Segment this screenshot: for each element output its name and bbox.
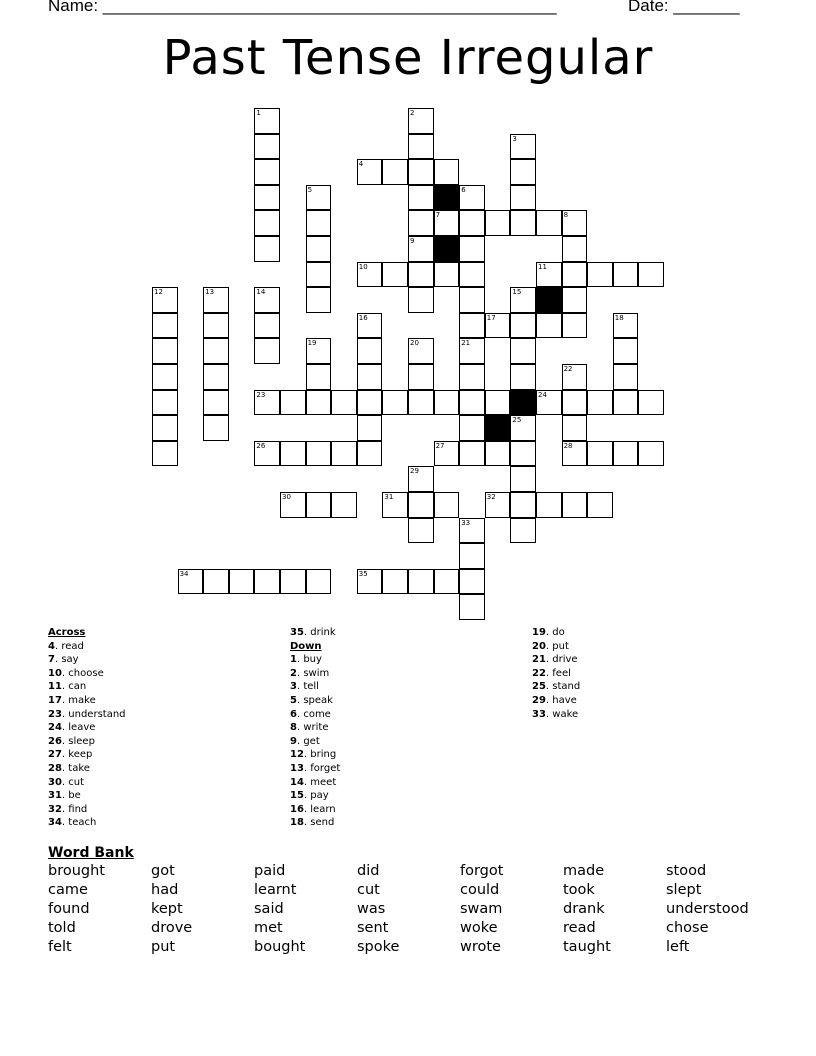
grid-cell[interactable] bbox=[382, 262, 408, 288]
grid-cell[interactable] bbox=[638, 390, 664, 416]
clue-number-label: 33 bbox=[532, 708, 546, 720]
clue-item: 33. wake bbox=[532, 708, 579, 720]
grid-cell[interactable] bbox=[408, 364, 434, 390]
grid-cell[interactable] bbox=[434, 390, 460, 416]
grid-cell[interactable] bbox=[510, 185, 536, 211]
clue-item: 32. find bbox=[48, 803, 88, 815]
clue-number-label: 11 bbox=[48, 681, 62, 693]
date-field: Date: _______ bbox=[628, 0, 740, 15]
grid-cell[interactable] bbox=[306, 390, 332, 416]
grid-cell[interactable] bbox=[280, 390, 306, 416]
clue-text: take bbox=[68, 762, 90, 774]
clue-item: 20. put bbox=[532, 640, 569, 652]
word-bank-item: left bbox=[666, 939, 690, 955]
clue-text: speak bbox=[303, 694, 333, 706]
grid-cell[interactable] bbox=[357, 441, 383, 467]
clue-heading: Down bbox=[290, 640, 322, 652]
grid-cell[interactable] bbox=[357, 415, 383, 441]
clue-number-label: 3 bbox=[290, 681, 297, 693]
grid-cell[interactable] bbox=[254, 185, 280, 211]
clue-item: 22. feel bbox=[532, 667, 571, 679]
grid-cell[interactable] bbox=[562, 236, 588, 262]
word-bank-title: Word Bank bbox=[48, 845, 134, 861]
clues-column-1 bbox=[48, 626, 126, 830]
word-bank-item: forgot bbox=[460, 863, 504, 879]
word-bank-item: learnt bbox=[254, 882, 297, 898]
clue-number: 32 bbox=[486, 493, 496, 501]
clue-item: 10. choose bbox=[48, 667, 104, 679]
clue-item: 19. do bbox=[532, 627, 565, 638]
clue-number-label: 13 bbox=[290, 762, 304, 774]
black-square bbox=[485, 415, 511, 441]
word-bank-item: slept bbox=[666, 882, 702, 898]
clue-text: be bbox=[68, 790, 81, 802]
clue-number: 14 bbox=[256, 288, 266, 297]
grid-cell[interactable] bbox=[280, 441, 306, 467]
grid-cell[interactable] bbox=[562, 415, 588, 441]
clue-text: keep bbox=[68, 749, 93, 761]
clue-number-label: 15 bbox=[290, 790, 304, 802]
grid-cell[interactable] bbox=[229, 569, 255, 595]
grid-cell[interactable] bbox=[459, 594, 485, 620]
grid-cell[interactable] bbox=[613, 262, 639, 288]
clue-item: 24. leave bbox=[48, 722, 96, 734]
clue-item: 9. get bbox=[290, 735, 320, 747]
clue-number-label: 19 bbox=[532, 627, 546, 638]
grid-cell[interactable] bbox=[510, 338, 536, 364]
clue-number-label: 8 bbox=[290, 722, 297, 734]
clue-number: 4 bbox=[358, 160, 364, 169]
clue-number-label: 10 bbox=[48, 667, 62, 679]
grid-cell[interactable] bbox=[459, 390, 485, 416]
clue-number-label: 34 bbox=[48, 817, 62, 829]
grid-cell[interactable] bbox=[254, 313, 280, 339]
grid-cell[interactable] bbox=[459, 543, 485, 569]
grid-cell[interactable] bbox=[357, 390, 383, 416]
clue-text: learn bbox=[310, 803, 336, 815]
grid-cell[interactable] bbox=[459, 210, 485, 236]
clue-item: 17. make bbox=[48, 694, 96, 706]
clue-text: tell bbox=[303, 681, 319, 693]
clue-item: 12. bring bbox=[290, 749, 337, 761]
clue-text: find bbox=[68, 803, 88, 815]
clue-item: 16. learn bbox=[290, 803, 336, 815]
clue-number-label: 12 bbox=[290, 749, 304, 761]
clue-number-label: 9 bbox=[290, 735, 297, 747]
grid-cell[interactable] bbox=[306, 492, 332, 518]
grid-cell[interactable] bbox=[613, 338, 639, 364]
clue-number-label: 26 bbox=[48, 735, 62, 747]
clue-number-label: 32 bbox=[48, 803, 62, 815]
grid-cell[interactable] bbox=[459, 236, 485, 262]
grid-cell[interactable] bbox=[306, 210, 332, 236]
clue-text: buy bbox=[303, 654, 322, 666]
clue-number: 3 bbox=[512, 134, 517, 143]
grid-cell[interactable] bbox=[510, 210, 536, 236]
clue-number-label: 17 bbox=[48, 694, 62, 706]
word-bank-item: kept bbox=[151, 901, 183, 917]
grid-cell[interactable] bbox=[408, 134, 434, 160]
clue-item: 18. send bbox=[290, 817, 335, 829]
grid-cell[interactable] bbox=[562, 390, 588, 416]
grid-cell[interactable] bbox=[562, 492, 588, 518]
grid-cell[interactable] bbox=[382, 569, 408, 595]
clue-text: say bbox=[61, 654, 79, 666]
clue-number: 30 bbox=[282, 493, 291, 501]
clue-number: 24 bbox=[538, 390, 547, 399]
grid-cell[interactable] bbox=[203, 390, 229, 416]
clue-number-label: 6 bbox=[290, 708, 297, 720]
clue-text: swim bbox=[303, 667, 330, 679]
black-square bbox=[510, 390, 536, 416]
word-bank-item: made bbox=[563, 863, 605, 879]
clue-number-label: 16 bbox=[290, 803, 304, 815]
grid-cell[interactable] bbox=[203, 364, 229, 390]
clue-number: 13 bbox=[205, 288, 215, 297]
clue-item: 27. keep bbox=[48, 749, 93, 761]
clue-text: write bbox=[303, 722, 329, 734]
grid-cell[interactable] bbox=[562, 287, 588, 313]
clue-item: 4. read bbox=[48, 640, 84, 652]
word-bank-item: met bbox=[254, 920, 283, 936]
grid-cell[interactable] bbox=[459, 364, 485, 390]
clue-text: teach bbox=[68, 817, 97, 829]
word-bank-item: stood bbox=[666, 863, 707, 879]
grid-cell[interactable] bbox=[331, 390, 357, 416]
grid-cell[interactable] bbox=[331, 492, 357, 518]
clue-item: 35. drink bbox=[290, 627, 336, 638]
grid-cell[interactable] bbox=[306, 441, 332, 467]
clue-item: 25. stand bbox=[532, 681, 581, 693]
grid-cell[interactable] bbox=[459, 313, 485, 339]
clue-text: meet bbox=[310, 776, 337, 788]
clue-number: 33 bbox=[461, 518, 471, 527]
clue-number-label: 24 bbox=[48, 722, 62, 734]
word-bank-item: drank bbox=[563, 901, 605, 917]
clue-text: sleep bbox=[68, 735, 95, 747]
clue-number: 26 bbox=[256, 441, 266, 450]
clue-number: 17 bbox=[486, 313, 496, 322]
grid-cell[interactable] bbox=[485, 390, 511, 416]
grid-cell[interactable] bbox=[510, 364, 536, 390]
grid-cell[interactable] bbox=[587, 390, 613, 416]
grid-cell[interactable] bbox=[562, 262, 588, 288]
grid-cell[interactable] bbox=[408, 492, 434, 518]
clue-item: 5. speak bbox=[290, 694, 333, 706]
grid-cell[interactable] bbox=[587, 492, 613, 518]
word-bank-item: woke bbox=[460, 920, 498, 936]
grid-cell[interactable] bbox=[306, 236, 332, 262]
clue-number: 6 bbox=[461, 185, 466, 194]
word-bank-item: taught bbox=[563, 939, 611, 955]
clue-text: make bbox=[68, 694, 96, 706]
grid-cell[interactable] bbox=[152, 313, 178, 339]
word-bank-item: put bbox=[151, 939, 176, 955]
word-bank-item: could bbox=[460, 882, 500, 898]
clue-text: forget bbox=[310, 762, 341, 774]
clue-number-label: 14 bbox=[290, 776, 304, 788]
clues-column-2 bbox=[290, 626, 340, 830]
clue-item: 2. swim bbox=[290, 667, 330, 679]
clue-item: 6. come bbox=[290, 708, 331, 720]
grid-cell[interactable] bbox=[459, 441, 485, 467]
grid-cell[interactable] bbox=[408, 185, 434, 211]
clue-text: get bbox=[303, 735, 320, 747]
clue-text: feel bbox=[552, 667, 571, 679]
clue-number: 19 bbox=[307, 339, 317, 348]
clue-item: 34. teach bbox=[48, 817, 97, 829]
grid-cell[interactable] bbox=[459, 415, 485, 441]
clue-text: choose bbox=[68, 667, 104, 679]
grid-cell[interactable] bbox=[536, 313, 562, 339]
clue-number: 35 bbox=[358, 569, 368, 578]
clue-number: 15 bbox=[512, 288, 522, 297]
clue-item: 26. sleep bbox=[48, 735, 95, 747]
word-bank-item: found bbox=[48, 901, 90, 917]
clue-text: drink bbox=[310, 627, 336, 638]
clue-number: 10 bbox=[358, 262, 368, 271]
clue-item: 7. say bbox=[48, 654, 79, 666]
word-bank-item: did bbox=[357, 863, 380, 879]
clue-number-label: 25 bbox=[532, 681, 546, 693]
clue-item: 11. can bbox=[48, 681, 87, 693]
grid-cell[interactable] bbox=[382, 390, 408, 416]
grid-cell[interactable] bbox=[203, 313, 229, 339]
grid-cell[interactable] bbox=[434, 492, 460, 518]
grid-cell[interactable] bbox=[203, 569, 229, 595]
word-bank-item: got bbox=[151, 863, 175, 879]
clue-number: 29 bbox=[410, 467, 419, 476]
clue-text: pay bbox=[310, 790, 329, 802]
grid-cell[interactable] bbox=[587, 441, 613, 467]
clue-item: 31. be bbox=[48, 790, 81, 802]
grid-cell[interactable] bbox=[306, 364, 332, 390]
grid-cell[interactable] bbox=[382, 159, 408, 185]
grid-cell[interactable] bbox=[587, 262, 613, 288]
name-field: Name: ________________________________________________ bbox=[48, 0, 557, 15]
word-bank-item: had bbox=[151, 882, 179, 898]
grid-cell[interactable] bbox=[459, 287, 485, 313]
clue-number: 9 bbox=[410, 237, 415, 245]
clue-number: 28 bbox=[563, 441, 573, 450]
grid-cell[interactable] bbox=[459, 262, 485, 288]
clue-text: wake bbox=[552, 708, 579, 720]
clue-number-label: 4 bbox=[48, 640, 55, 652]
grid-cell[interactable] bbox=[408, 210, 434, 236]
grid-cell[interactable] bbox=[510, 441, 536, 467]
word-bank-item: said bbox=[254, 901, 284, 917]
clue-number-label: 20 bbox=[532, 640, 546, 652]
grid-cell[interactable] bbox=[510, 518, 536, 544]
clue-number-label: 31 bbox=[48, 790, 62, 802]
grid-cell[interactable] bbox=[254, 338, 280, 364]
grid-cell[interactable] bbox=[254, 569, 280, 595]
clue-item: 29. have bbox=[532, 694, 577, 706]
grid-cell[interactable] bbox=[331, 441, 357, 467]
grid-cell[interactable] bbox=[357, 364, 383, 390]
grid-cell[interactable] bbox=[408, 287, 434, 313]
grid-cell[interactable] bbox=[152, 364, 178, 390]
clue-text: drive bbox=[552, 654, 578, 666]
grid-cell[interactable] bbox=[536, 492, 562, 518]
grid-cell[interactable] bbox=[408, 569, 434, 595]
clue-number-label: 28 bbox=[48, 762, 62, 774]
clue-item: 28. take bbox=[48, 762, 90, 774]
grid-cell[interactable] bbox=[434, 569, 460, 595]
clue-item: 13. forget bbox=[290, 762, 341, 774]
clues-column-3 bbox=[532, 626, 580, 721]
clue-item: 21. drive bbox=[532, 654, 578, 666]
grid-cell[interactable] bbox=[306, 569, 332, 595]
grid-cell[interactable] bbox=[203, 338, 229, 364]
clue-number: 1 bbox=[256, 109, 261, 117]
page-title: Past Tense Irregular bbox=[162, 30, 654, 86]
grid-cell[interactable] bbox=[152, 441, 178, 467]
clue-number-label: 23 bbox=[48, 708, 62, 720]
clue-number: 7 bbox=[435, 211, 441, 220]
clue-number-label: 27 bbox=[48, 749, 62, 761]
grid-cell[interactable] bbox=[254, 236, 280, 262]
word-bank-item: sent bbox=[357, 920, 389, 936]
clue-number: 23 bbox=[256, 390, 266, 399]
clue-number-label: 30 bbox=[48, 776, 62, 788]
grid-cell[interactable] bbox=[152, 415, 178, 441]
clue-item: 8. write bbox=[290, 722, 329, 734]
clue-number: 2 bbox=[410, 109, 415, 117]
clue-number: 22 bbox=[563, 365, 573, 373]
word-bank-item: chose bbox=[666, 920, 709, 936]
grid-cell[interactable] bbox=[254, 159, 280, 185]
grid-cell[interactable] bbox=[613, 441, 639, 467]
clue-text: bring bbox=[310, 749, 337, 761]
grid-cell[interactable] bbox=[434, 159, 460, 185]
grid-cell[interactable] bbox=[408, 159, 434, 185]
grid-cell[interactable] bbox=[613, 390, 639, 416]
word-bank-item: bought bbox=[254, 939, 306, 955]
clue-number: 34 bbox=[179, 569, 189, 578]
clue-text: understand bbox=[68, 708, 126, 720]
word-bank-item: cut bbox=[357, 882, 380, 898]
black-square bbox=[434, 185, 460, 211]
clue-text: leave bbox=[68, 722, 96, 734]
clue-text: put bbox=[552, 640, 569, 652]
black-square bbox=[434, 236, 460, 262]
word-bank-item: read bbox=[563, 920, 596, 936]
clue-number-label: 21 bbox=[532, 654, 546, 666]
grid-cell[interactable] bbox=[280, 569, 306, 595]
grid-cell[interactable] bbox=[306, 262, 332, 288]
grid-cell[interactable] bbox=[510, 313, 536, 339]
clue-number: 20 bbox=[410, 339, 419, 348]
clue-text: read bbox=[61, 640, 84, 652]
grid-cell[interactable] bbox=[152, 390, 178, 416]
clue-heading: Across bbox=[48, 627, 86, 638]
grid-cell[interactable] bbox=[562, 313, 588, 339]
grid-cell[interactable] bbox=[638, 262, 664, 288]
word-bank-item: told bbox=[48, 920, 76, 936]
clue-number: 27 bbox=[435, 441, 445, 450]
clue-number-label: 22 bbox=[532, 667, 546, 679]
grid-cell[interactable] bbox=[434, 262, 460, 288]
word-bank-item: paid bbox=[254, 863, 286, 879]
grid-cell[interactable] bbox=[152, 338, 178, 364]
clue-text: cut bbox=[68, 776, 85, 788]
clue-number-label: 35 bbox=[290, 627, 304, 638]
word-bank-item: took bbox=[563, 882, 595, 898]
word-bank-item: swam bbox=[460, 901, 503, 917]
black-square bbox=[536, 287, 562, 313]
clue-number-label: 29 bbox=[532, 694, 546, 706]
grid-cell[interactable] bbox=[254, 210, 280, 236]
word-bank-item: spoke bbox=[357, 939, 400, 955]
grid-cell[interactable] bbox=[485, 441, 511, 467]
clue-number: 11 bbox=[538, 262, 547, 271]
grid-cell[interactable] bbox=[203, 415, 229, 441]
clue-item: 23. understand bbox=[48, 708, 126, 720]
word-bank-item: wrote bbox=[460, 939, 501, 955]
clue-number-label: 2 bbox=[290, 667, 297, 679]
clue-text: send bbox=[310, 817, 335, 829]
clue-text: have bbox=[552, 694, 577, 706]
grid-cell[interactable] bbox=[254, 134, 280, 160]
grid-cell[interactable] bbox=[357, 338, 383, 364]
clue-number: 18 bbox=[614, 313, 624, 322]
clue-item: 30. cut bbox=[48, 776, 85, 788]
word-bank-item: felt bbox=[48, 939, 72, 955]
clue-item: 1. buy bbox=[290, 654, 322, 666]
clue-number: 8 bbox=[563, 211, 569, 220]
grid-cell[interactable] bbox=[408, 262, 434, 288]
clue-number-label: 5 bbox=[290, 694, 297, 706]
clue-number: 31 bbox=[384, 493, 394, 501]
word-bank bbox=[48, 862, 768, 957]
grid-cell[interactable] bbox=[408, 390, 434, 416]
word-bank-item: came bbox=[48, 882, 88, 898]
word-bank-item: brought bbox=[48, 863, 105, 879]
clue-number-label: 18 bbox=[290, 817, 304, 829]
grid-cell[interactable] bbox=[510, 159, 536, 185]
clue-item: 3. tell bbox=[290, 681, 319, 693]
grid-cell[interactable] bbox=[536, 210, 562, 236]
grid-cell[interactable] bbox=[306, 287, 332, 313]
clue-number-label: 7 bbox=[48, 654, 55, 666]
clue-text: stand bbox=[552, 681, 581, 693]
word-bank-item: drove bbox=[151, 920, 193, 936]
grid-cell[interactable] bbox=[510, 492, 536, 518]
grid-cell[interactable] bbox=[638, 441, 664, 467]
clue-item: 14. meet bbox=[290, 776, 337, 788]
clue-number: 25 bbox=[512, 416, 522, 425]
grid-cell[interactable] bbox=[485, 210, 511, 236]
clue-number: 5 bbox=[307, 185, 313, 194]
grid-cell[interactable] bbox=[510, 466, 536, 492]
clue-text: do bbox=[552, 627, 565, 638]
clue-number-label: 1 bbox=[290, 654, 297, 666]
grid-cell[interactable] bbox=[459, 569, 485, 595]
grid-cell[interactable] bbox=[613, 364, 639, 390]
grid-cell[interactable] bbox=[408, 518, 434, 544]
clue-item: 15. pay bbox=[290, 790, 329, 802]
word-bank-item: was bbox=[357, 901, 386, 917]
clue-number: 16 bbox=[358, 313, 368, 322]
clue-number: 21 bbox=[461, 339, 471, 348]
word-bank-item: understood bbox=[666, 901, 749, 917]
clue-text: can bbox=[68, 681, 87, 693]
clue-number: 12 bbox=[154, 288, 163, 297]
clue-text: come bbox=[303, 708, 331, 720]
